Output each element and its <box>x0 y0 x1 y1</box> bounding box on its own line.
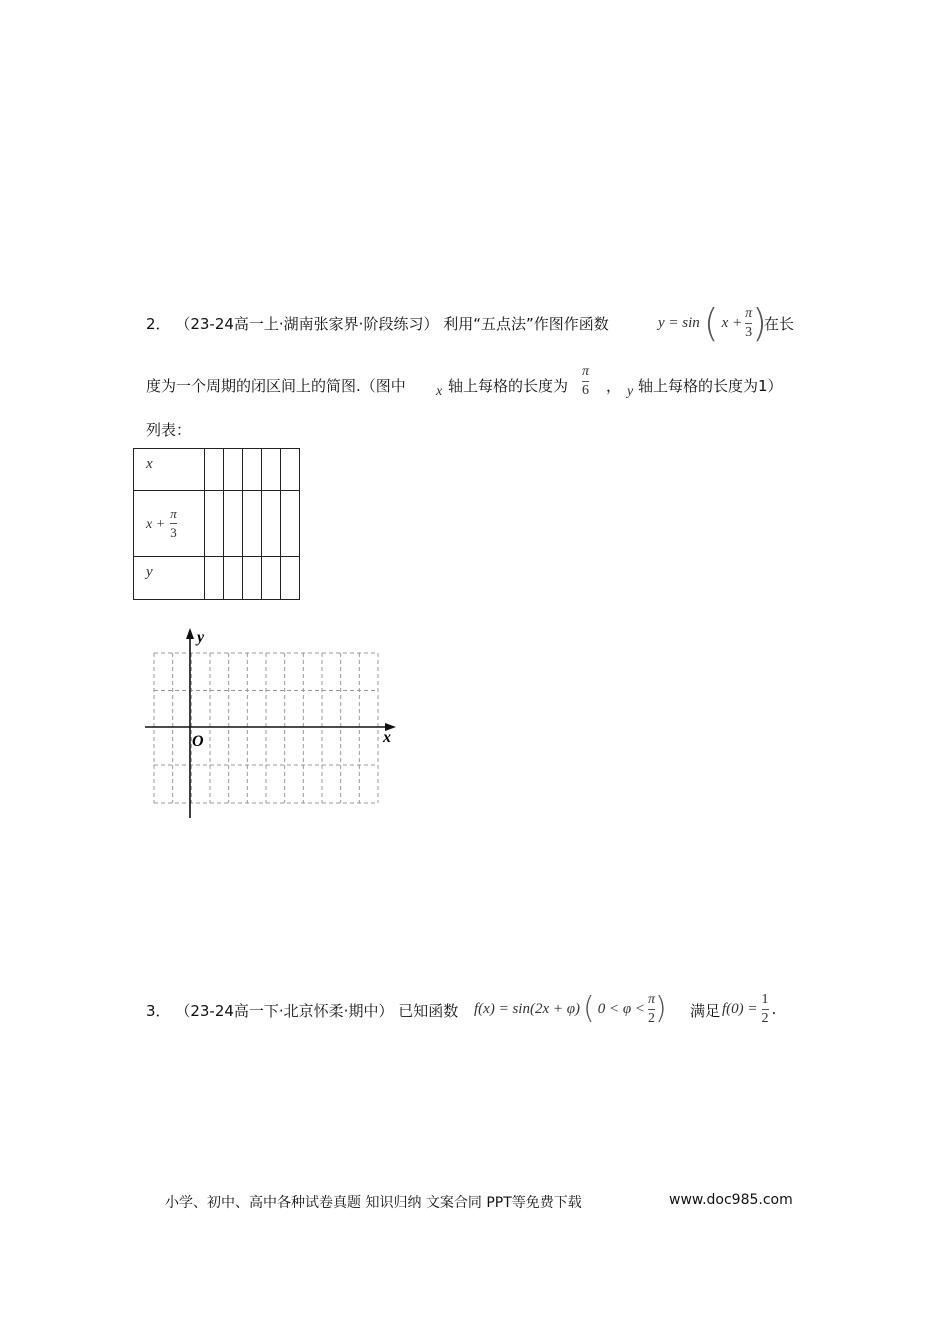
coordinate-grid <box>140 626 410 822</box>
table-row: x + $\frac{\pi}{3}$ <box>134 491 300 557</box>
fraction-pi-over-2: $\frac{\pi}{2}$ <box>648 991 656 1026</box>
x-axis-label: x <box>383 729 391 746</box>
value-table <box>133 448 300 600</box>
dashed-grid <box>154 653 378 803</box>
question-2-line-1: 2． （23-24高一上·湖南张家界·阶段练习） 利用“五点法”作图作函数 <box>146 315 609 333</box>
function-formula: y = sin ( x + $\frac{\pi}{3}$ ) <box>658 301 767 345</box>
y-axis-label: y <box>197 629 205 646</box>
initial-value-formula: f(0) = $\frac{1}{2}$ . <box>722 991 777 1026</box>
footer-link[interactable]: www.doc985.com <box>669 1192 793 1208</box>
question-number: 2． <box>146 315 171 333</box>
list-label: 列表： <box>146 421 192 439</box>
function-formula-q3: f(x) = sin(2x + φ) ( 0 < φ < $\frac{\pi}{2}$ ) <box>474 991 667 1026</box>
table-row: x <box>134 449 300 491</box>
fraction-pi-over-3: $\frac{\pi}{3}$ <box>745 305 753 340</box>
question-3-line: 3． （23-24高一下·北京怀柔·期中） 已知函数 <box>146 1002 459 1020</box>
table-row: y <box>134 557 300 600</box>
origin-label: O <box>192 733 204 750</box>
question-source: （23-24高一上·湖南张家界·阶段练习） <box>175 315 439 333</box>
question-number: 3． <box>146 1002 171 1020</box>
fraction-pi-over-6: $\frac{\pi}{6}$ <box>582 364 590 398</box>
footer-text: 小学、初中、高中各种试卷真题 知识归纳 文案合同 PPT等免费下载 <box>165 1195 582 1211</box>
question-source: （23-24高一下·北京怀柔·期中） <box>175 1002 394 1020</box>
fraction-one-half: $\frac{1}{2}$ <box>761 991 769 1026</box>
y-axis-arrow <box>186 628 194 639</box>
